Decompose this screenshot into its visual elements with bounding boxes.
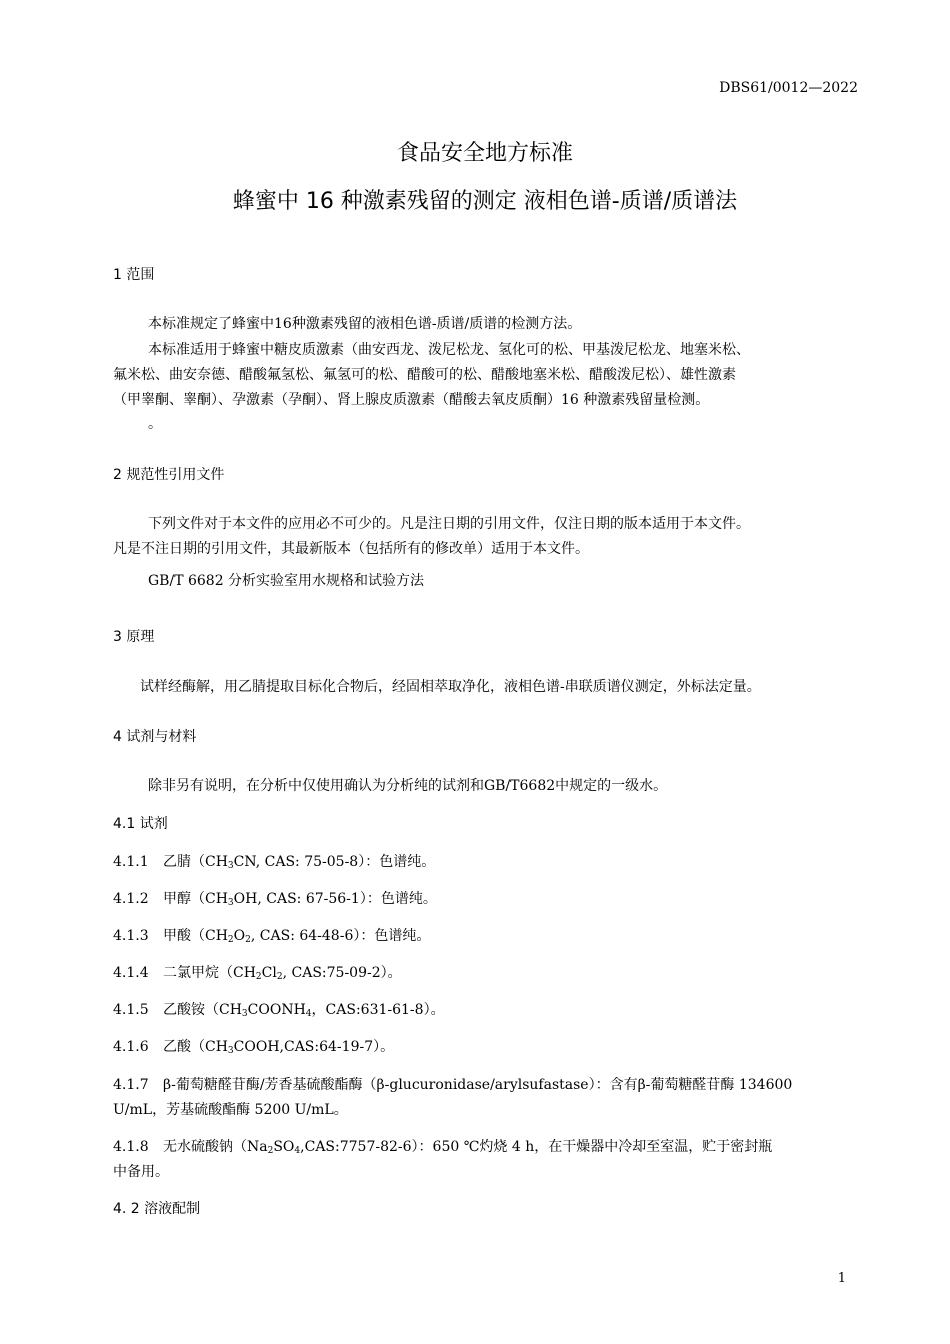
paragraph: 本标准规定了蜂蜜中16种激素残留的液相色谱-质谱/质谱的检测方法。 [148,316,582,332]
section-heading-reagents: 4 试剂与材料 [113,729,197,745]
item-text: 无水硫酸钠（Na [163,1139,268,1155]
document-title-line1: 食品安全地方标准 [396,141,573,166]
item-text: ，CAS:631-61-8）。 [311,1002,445,1018]
subscript: 3 [227,1046,234,1056]
page-number: 1 [837,1271,846,1286]
section-heading-references: 2 规范性引用文件 [113,467,225,483]
paragraph: 。 [148,416,162,432]
subscript: 2 [255,972,262,982]
item-number: 4.1.4 [113,965,149,981]
item-text: COOH,CAS:64-19-7）。 [233,1039,395,1055]
item-text: ,CAS:7757-82-6）：650 ℃灼烧 4 h，在干燥器中冷却至室温，贮于密封瓶 [300,1139,773,1155]
subscript: 2 [267,1146,274,1156]
item-text: β-葡萄糖醛苷酶/芳香基硫酸酯酶（β-glucuronidase/arylsufastase）：含有β-葡萄糖醛苷酶 134600 [163,1077,793,1093]
item-number: 4.1.6 [113,1039,149,1055]
item-text: Cl [261,965,277,981]
section-heading-scope: 1 范围 [113,267,155,283]
item-number: 4.1.1 [113,854,149,870]
paragraph: 本标准适用于蜂蜜中糖皮质激素（曲安西龙、泼尼松龙、氢化可的松、甲基泼尼松龙、地塞米松、 [148,342,750,358]
item-text: 二氯甲烷（CH [163,965,256,981]
item-number: 4.1.3 [113,928,149,944]
paragraph: 下列文件对于本文件的应用必不可少的。凡是注日期的引用文件，仅注日期的版本适用于本文件。 [148,516,750,532]
section-heading-principle: 3 原理 [113,629,155,645]
subscript: 2 [227,935,234,945]
reagent-item [113,999,445,1019]
reagent-item [113,888,437,908]
reagent-item [113,1136,772,1156]
item-text-continued: 中备用。 [113,1164,169,1180]
item-number: 4.1.8 [113,1139,149,1155]
item-text: , CAS: 64-48-6）：色谱纯。 [250,928,431,944]
subscript: 3 [241,1009,248,1019]
subscript: 2 [245,935,251,945]
item-text: O [233,928,246,944]
subscript: 3 [227,898,234,908]
reference-item: GB/T 6682 分析实验室用水规格和试验方法 [148,573,425,589]
item-text: SO [273,1139,295,1155]
item-text: 乙酸铵（CH [163,1002,242,1018]
document-title-line2: 蜂蜜中 16 种激素残留的测定 液相色谱-质谱/质谱法 [232,189,738,214]
item-number: 4.1.2 [113,891,149,907]
item-text: COONH [247,1002,306,1018]
paragraph: （甲睾酮、睾酮）、孕激素（孕酮）、肾上腺皮质激素（醋酸去氧皮质酮）16 种激素残留量检测。 [113,392,710,408]
subscript: 4 [305,1009,312,1019]
reagent-item [113,925,430,945]
subsection-heading-reagents: 4.1 试剂 [113,816,168,832]
item-number: 4.1.7 [113,1077,149,1093]
reagent-item [113,1074,792,1094]
item-text: 甲酸（CH [163,928,228,944]
paragraph: 凡是不注日期的引用文件，其最新版本（包括所有的修改单）适用于本文件。 [113,541,589,557]
reagent-item [113,962,402,982]
reagent-item [113,851,435,871]
subscript: 3 [227,861,234,871]
item-text-continued: U/mL，芳基硫酸酯酶 5200 U/mL。 [113,1102,348,1118]
item-text: CN, CAS: 75-05-8）：色谱纯。 [233,854,436,870]
item-text: , CAS:75-09-2）。 [282,965,402,981]
paragraph: 试样经酶解，用乙腈提取目标化合物后，经固相萃取净化，液相色谱-串联质谱仪测定，外标法定量。 [140,679,761,695]
item-text: 乙腈（CH [163,854,228,870]
subscript: 2 [276,972,283,982]
subscript: 4 [294,1146,301,1156]
paragraph: 氟米松、曲安奈德、醋酸氟氢松、氟氢可的松、醋酸可的松、醋酸地塞米松、醋酸泼尼松）、雄性激素 [113,367,736,383]
subsection-heading-solutions: 4. 2 溶液配制 [113,1201,201,1217]
item-text: 乙酸（CH [163,1039,228,1055]
document-code: DBS61/0012—2022 [719,80,858,96]
paragraph: 除非另有说明，在分析中仅使用确认为分析纯的试剂和GB/T6682中规定的一级水。 [148,778,668,794]
item-number: 4.1.5 [113,1002,149,1018]
item-text: 甲醇（CH [163,891,228,907]
reagent-item [113,1036,394,1056]
item-text: OH, CAS: 67-56-1）：色谱纯。 [233,891,437,907]
